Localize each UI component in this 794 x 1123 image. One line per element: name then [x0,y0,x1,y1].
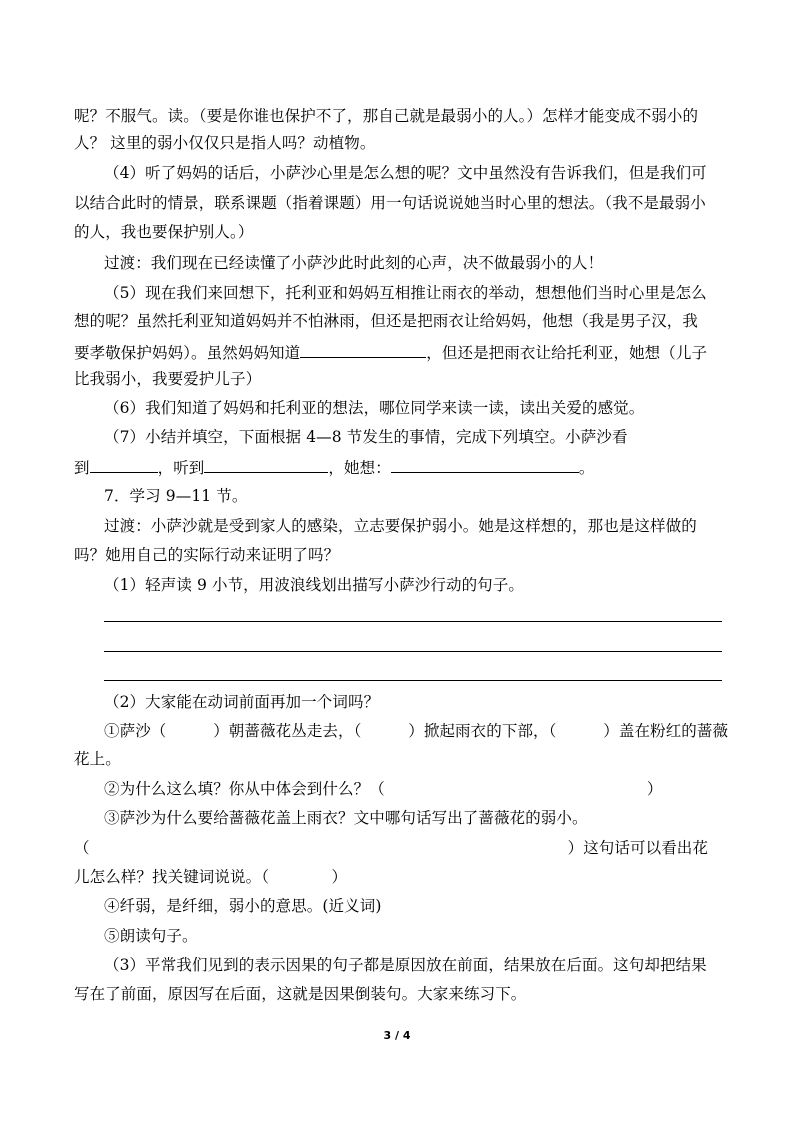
text-line: 过渡：小萨沙就是受到家人的感染，立志要保护弱小。她是这样想的，那也是这样做的 [104,517,697,535]
fill-in-blank[interactable] [391,456,579,473]
fill-in-blank[interactable] [90,456,158,473]
fill-in-blank[interactable] [204,456,328,473]
fill-in-blank[interactable] [300,341,426,358]
text-line: （6）我们知道了妈妈和托利亚的想法，哪位同学来读一读，读出关爱的感觉。 [104,399,645,417]
text-line-with-blank [104,779,764,799]
text-line: ⑤朗读句子。 [104,927,198,945]
page-number: 3 / 4 [383,1029,411,1042]
text-line: 写在了前面，原因写在后面，这就是因果倒装句。大家来练习下。 [74,985,527,1003]
answer-line[interactable] [104,680,722,681]
section-heading: 7．学习 9—11 节。 [104,487,248,505]
text-segment: ②为什么这么填？你从中体会到什么？（ [104,780,385,798]
text-line: 过渡：我们现在已经读懂了小萨沙此时此刻的心声，决不做最弱小的人！ [104,254,604,272]
text-line: ③萨沙为什么要给蔷薇花盖上雨衣？文中哪句话写出了蔷薇花的弱小。 [104,809,588,827]
text-segment: 。 [578,459,595,477]
text-segment: 到 [74,459,90,477]
text-segment: ，但还是把雨衣让给托利亚，她想（儿子 [426,344,708,362]
text-segment: ） [646,780,663,798]
text-line: 花上。 [74,750,121,768]
text-line-with-blank [74,341,734,363]
text-line: （2）大家能在动词前面再加一个词吗？ [104,693,380,711]
answer-line[interactable] [104,651,722,652]
text-line: （4）听了妈妈的话后，小萨沙心里是怎么想的呢？文中虽然没有告诉我们，但是我们可 [104,164,707,182]
text-line: 儿怎么样？找关键词说说。（ ） [74,868,348,886]
text-line: 想的呢？虽然托利亚知道妈妈并不怕淋雨，但还是把雨衣让给妈妈，他想（我是男子汉，我 [74,312,699,330]
text-line: （3）平常我们见到的表示因果的句子都是原因放在前面，结果放在后面。这句却把结果 [104,956,707,974]
text-line: 呢？不服气。读。（要是你谁也保护不了，那自己就是最弱小的人。）怎样才能变成不弱小的 [74,107,699,125]
text-line: 以结合此时的情景，联系课题（指着课题）用一句话说说她当时心里的想法。（我不是最弱小 [74,194,706,212]
text-line: 比我弱小，我要爱护儿子） [74,370,262,388]
text-segment: ，听到 [157,459,205,477]
text-segment: ）这句话可以看出花 [567,839,709,857]
text-line: 人？ 这里的弱小仅仅只是指人吗？动植物。 [74,134,376,152]
text-line: ①萨沙（ ）朝蔷薇花丛走去，（ ）掀起雨衣的下部，（ ）盖在粉红的蔷薇 [104,722,729,740]
text-line-with-blanks [74,456,734,478]
answer-line[interactable] [104,621,722,622]
text-line-with-blank [74,838,734,858]
text-line: 吗？她用自己的实际行动来证明了吗？ [74,546,340,564]
text-line: （5）现在我们来回想下，托利亚和妈妈互相推让雨衣的举动，想想他们当时心里是怎么 [104,284,707,302]
text-segment: （ [74,839,90,857]
text-line: ④纤弱，是纤细，弱小的意思。(近义词) [104,897,382,915]
text-line: （7）小结并填空，下面根据 4—8 节发生的事情，完成下列填空。小萨沙看 [104,428,628,446]
text-segment: 要孝敬保护妈妈）。虽然妈妈知道 [74,344,301,362]
text-segment: ，她想： [328,459,391,477]
text-line: （1）轻声读 9 小节，用波浪线划出描写小萨沙行动的句子。 [104,576,524,594]
text-line: 的人，我也要保护别人。） [74,223,254,241]
